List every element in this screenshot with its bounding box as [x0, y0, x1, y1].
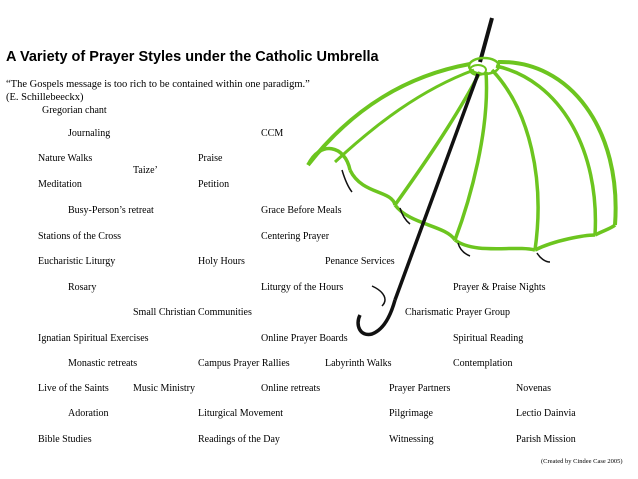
item-journaling: Journaling: [68, 128, 111, 139]
item-small-christian-communities: Small Christian Communities: [133, 307, 252, 318]
item-adoration: Adoration: [68, 408, 109, 419]
item-prayer-praise-nights: Prayer & Praise Nights: [453, 282, 546, 293]
item-pilgrimage: Pilgrimage: [389, 408, 433, 419]
item-holy-hours: Holy Hours: [198, 256, 245, 267]
page-title: A Variety of Prayer Styles under the Catholic Umbrella: [6, 49, 379, 65]
item-online-retreats: Online retreats: [261, 383, 321, 394]
item-live-of-the-saints: Live of the Saints: [38, 383, 109, 394]
item-charismatic-prayer-group: Charismatic Prayer Group: [405, 307, 510, 318]
item-nature-walks: Nature Walks: [38, 153, 93, 164]
item-spiritual-reading: Spiritual Reading: [453, 333, 524, 344]
item-meditation: Meditation: [38, 179, 82, 190]
item-centering-prayer: Centering Prayer: [261, 231, 330, 242]
item-liturgical-movement: Liturgical Movement: [198, 408, 284, 419]
item-music-ministry: Music Ministry: [133, 383, 195, 394]
item-labyrinth-walks: Labyrinth Walks: [325, 358, 392, 369]
item-gregorian-chant: Gregorian chant: [42, 105, 107, 116]
item-contemplation: Contemplation: [453, 358, 513, 369]
item-campus-prayer-rallies: Campus Prayer Rallies: [198, 358, 290, 369]
item-petition: Petition: [198, 179, 230, 190]
item-novenas: Novenas: [516, 383, 551, 394]
item-readings-of-the-day: Readings of the Day: [198, 434, 280, 445]
credit: (Created by Cindee Case 2005): [541, 458, 623, 465]
item-monastic-retreats: Monastic retreats: [68, 358, 138, 369]
item-busy-persons-retreat: Busy-Person’s retreat: [68, 205, 154, 216]
item-eucharistic-liturgy: Eucharistic Liturgy: [38, 256, 116, 267]
item-prayer-partners: Prayer Partners: [389, 383, 451, 394]
item-penance-services: Penance Services: [325, 256, 395, 267]
item-ccm: CCM: [261, 128, 284, 139]
item-bible-studies: Bible Studies: [38, 434, 92, 445]
item-stations-of-the-cross: Stations of the Cross: [38, 231, 122, 242]
item-ignatian-spiritual-exercises: Ignatian Spiritual Exercises: [38, 333, 149, 344]
item-grace-before-meals: Grace Before Meals: [261, 205, 342, 216]
item-witnessing: Witnessing: [389, 434, 434, 445]
item-online-prayer-boards: Online Prayer Boards: [261, 333, 348, 344]
quote: [6, 78, 310, 104]
item-parish-mission: Parish Mission: [516, 434, 576, 445]
item-taize: Taize’: [133, 165, 158, 176]
item-rosary: Rosary: [68, 282, 97, 293]
item-praise: Praise: [198, 153, 223, 164]
item-liturgy-of-the-hours: Liturgy of the Hours: [261, 282, 344, 293]
item-lectio-dainvia: Lectio Dainvia: [516, 408, 576, 419]
quote-attribution: (E. Schillebeeckx): [6, 92, 84, 103]
quote-text: “The Gospels message is too rich to be contained within one paradigm.”: [6, 79, 310, 90]
